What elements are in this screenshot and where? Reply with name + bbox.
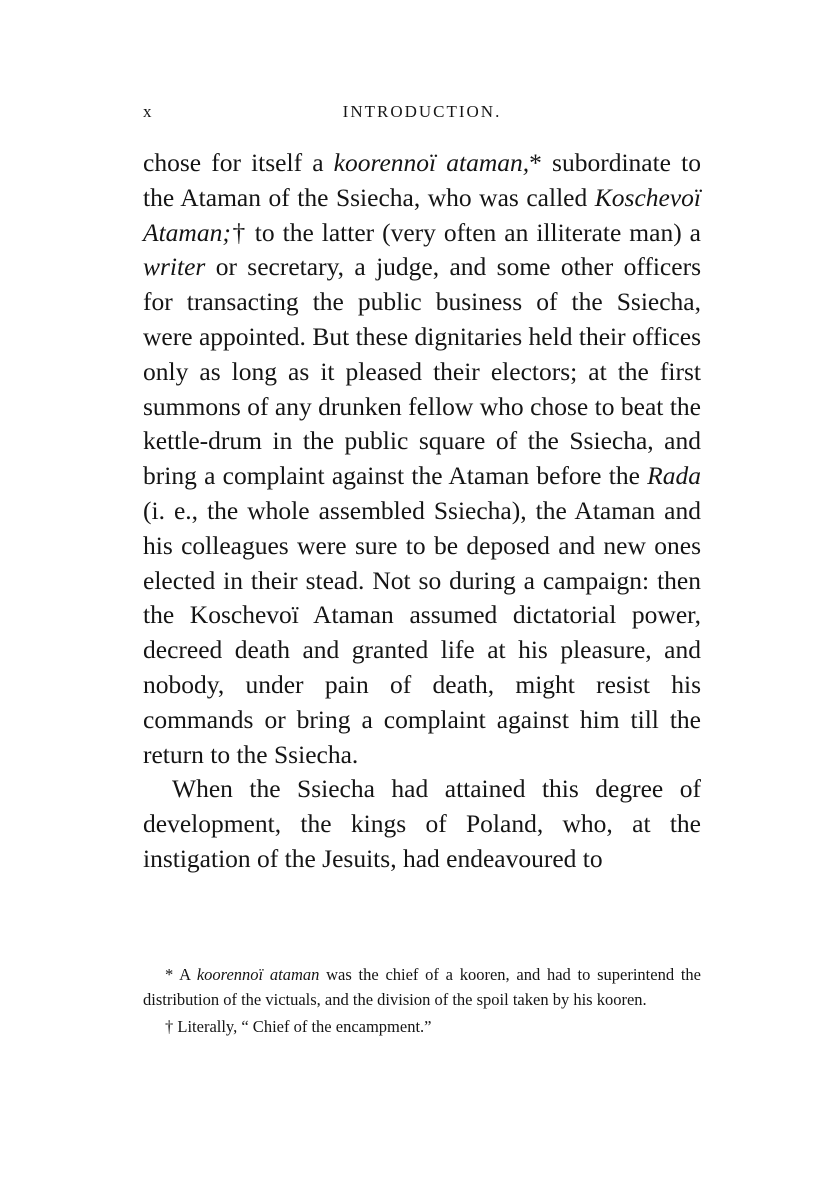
paragraph-new: When the Ssiecha had attained this degree of development, the kings of Poland, who, at the instigation of the Jesuits, had endeavoured to	[143, 774, 701, 873]
footnote-1: * A koorennoï ataman was the chief of a kooren, and had to superintend the distribution of the victuals, and the division of the spoil taken by his kooren.	[143, 965, 701, 1009]
italic-term-koschevoi-ataman: Koschevoï Ataman;	[143, 182, 701, 247]
page-header	[143, 102, 701, 130]
paragraph-continued: chose for itself a koorennoï ataman,* subordinate to the Ataman of the Ssiecha, who was called Koschevoï Ataman;† to the latter (very often an illiterate man) a writer or secretary, a judge, and some other officers for transacting the public business of the Ssiecha, were appointed. But these dignitaries held their offices only as long as it pleased their electors; at the first summons of any drunken fellow who chose to beat the kettle-drum in the public square of the Ssiecha, and bring a complaint against the Ataman before the Rada (i. e., the whole assembled Ssiecha), the Ataman and his colleagues were sure to be deposed and new ones elected in their stead. Not so during a campaign: then the Koschevoï Ataman assumed dictatorial power, decreed death and granted life at his pleasure, and nobody, under pain of death, might resist his commands or bring a complaint against him till the return to the Ssiecha.	[143, 148, 701, 769]
body-text	[143, 146, 701, 877]
footnotes	[143, 962, 701, 1039]
page-number: x	[143, 102, 154, 121]
footnote-2: † Literally, “ Chief of the encampment.”	[165, 1017, 432, 1036]
italic-term-writer: writer	[143, 252, 206, 282]
italic-term-rada: Rada	[647, 461, 701, 491]
running-title: INTRODUCTION.	[342, 102, 502, 121]
italic-term-koorennoi-ataman: koorennoï ataman,	[333, 148, 530, 177]
footnote-term: koorennoï ataman	[196, 965, 320, 984]
